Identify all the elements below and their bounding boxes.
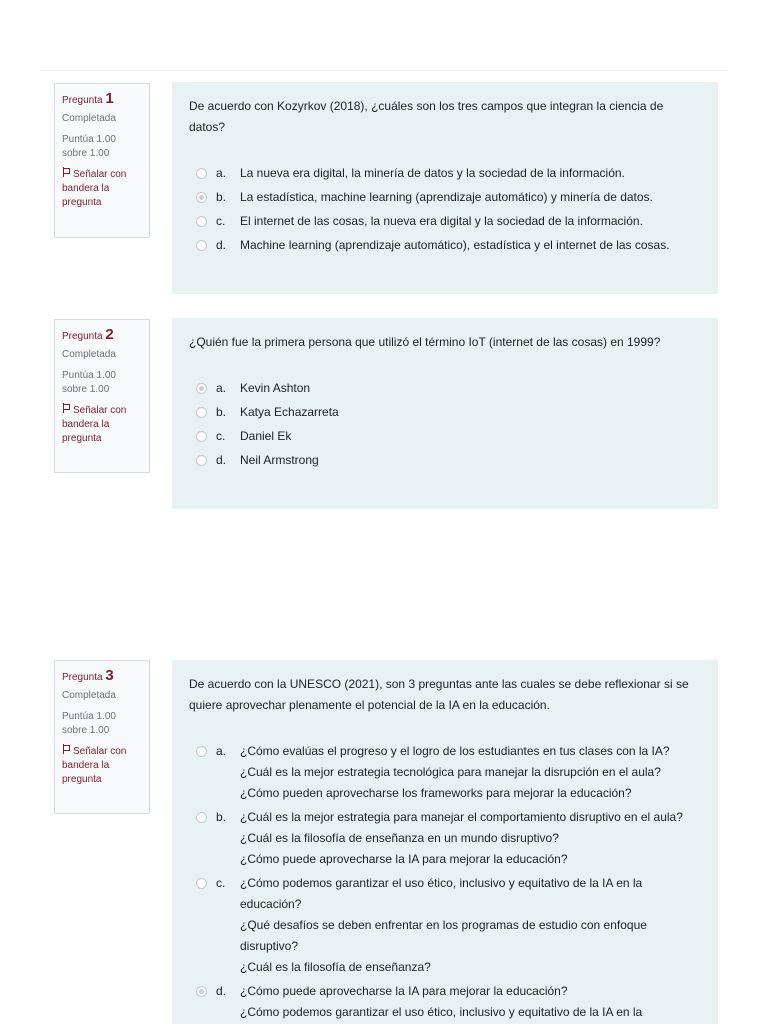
question-3-answers (189, 741, 700, 1023)
question-2-answers (189, 378, 700, 471)
answer-option[interactable]: b. Katya Echazarreta (189, 402, 700, 423)
answer-text: ¿Cuál es la mejor estrategia para manejar el comportamiento disruptivo en el aula? ¿Cuál es la filosofía de enseñanza en un mundo disruptivo? ¿Cómo puede aprovecharse la IA para mejorar la educación? (240, 810, 683, 866)
question-2-info (54, 319, 150, 473)
answer-option[interactable]: c. ¿Cómo podemos garantizar el uso ético, inclusivo y equitativo de la IA en la educación? ¿Qué desafíos se deben enfrentar en los programas de estudio con enfoque disruptivo? ¿Cuál es la filosofía de enseñanza? (189, 873, 700, 978)
question-1-flag-button[interactable]: Señalar con bandera la pregunta (62, 169, 127, 208)
answer-option[interactable]: a. Kevin Ashton (189, 378, 700, 399)
question-3-flag-button[interactable]: Señalar con bandera la pregunta (62, 746, 127, 785)
flag-icon (62, 744, 70, 754)
answer-option[interactable]: b. La estadística, machine learning (aprendizaje automático) y minería de datos. (189, 187, 700, 208)
radio-button[interactable] (196, 240, 207, 251)
question-3-content (172, 660, 718, 1024)
question-3-number: Pregunta 3 (62, 667, 114, 684)
answer-option[interactable]: a. La nueva era digital, la minería de datos y la sociedad de la información. (189, 163, 700, 184)
radio-button-checked[interactable] (196, 192, 207, 203)
question-1-answers (189, 163, 700, 256)
flag-icon (62, 167, 70, 177)
question-1-info (54, 83, 150, 238)
radio-button-checked[interactable] (196, 383, 207, 394)
question-3-state: Completada (62, 690, 116, 701)
answer-option[interactable]: b. ¿Cuál es la mejor estrategia para manejar el comportamiento disruptivo en el aula? ¿Cuál es la filosofía de enseñanza en un mundo disruptivo? ¿Cómo puede aprovecharse la IA para mejorar la educación? (189, 807, 700, 870)
radio-button[interactable] (196, 878, 207, 889)
radio-button[interactable] (196, 168, 207, 179)
answer-option[interactable]: c. El internet de las cosas, la nueva era digital y la sociedad de la información. (189, 211, 700, 232)
question-1-text: De acuerdo con Kozyrkov (2018), ¿cuáles son los tres campos que integran la ciencia de datos? (189, 99, 664, 134)
radio-button[interactable] (196, 746, 207, 757)
question-1-state: Completada (62, 113, 116, 124)
radio-button-checked[interactable] (196, 986, 207, 997)
page-top-divider (40, 70, 728, 71)
flag-icon (62, 403, 70, 413)
answer-text: ¿Cómo evalúas el progreso y el logro de los estudiantes en tus clases con la IA? ¿Cuál es la mejor estrategia tecnológica para manejar la disrupción en el aula? ¿Cómo pueden aprovecharse los frameworks para mejorar la educación? (240, 744, 670, 800)
question-2-text: ¿Quién fue la primera persona que utilizó el término IoT (internet de las cosas) en 1999? (189, 335, 661, 349)
answer-option[interactable]: a. ¿Cómo evalúas el progreso y el logro de los estudiantes en tus clases con la IA? ¿Cuál es la mejor estrategia tecnológica para manejar la disrupción en el aula? ¿Cómo pueden aprovecharse los frameworks para mejorar la educación? (189, 741, 700, 804)
answer-option[interactable]: d. Machine learning (aprendizaje automático), estadística y el internet de las cosas. (189, 235, 700, 256)
answer-option[interactable]: c. Daniel Ek (189, 426, 700, 447)
question-2-flag-button[interactable]: Señalar con bandera la pregunta (62, 405, 127, 444)
question-2-content (172, 318, 718, 509)
question-1-content (172, 82, 718, 294)
question-3-info (54, 660, 150, 814)
radio-button[interactable] (196, 812, 207, 823)
answer-text: ¿Cómo podemos garantizar el uso ético, inclusivo y equitativo de la IA en la educación? ¿Qué desafíos se deben enfrentar en los programas de estudio con enfoque disruptivo? ¿Cuál es la filosofía de enseñanza? (240, 876, 647, 974)
question-2-number: Pregunta 2 (62, 326, 114, 343)
answer-text: ¿Cómo puede aprovecharse la IA para mejorar la educación? ¿Cómo podemos garantizar el uso ético, inclusivo y equitativo de la IA en la (240, 984, 643, 1019)
radio-button[interactable] (196, 216, 207, 227)
radio-button[interactable] (196, 431, 207, 442)
radio-button[interactable] (196, 455, 207, 466)
question-3-grade: Puntúa 1.00 sobre 1.00 (62, 711, 116, 736)
answer-option[interactable]: d. ¿Cómo puede aprovecharse la IA para mejorar la educación? ¿Cómo podemos garantizar el uso ético, inclusivo y equitativo de la IA en la (189, 981, 700, 1023)
question-1-grade: Puntúa 1.00 sobre 1.00 (62, 134, 116, 159)
answer-option[interactable]: d. Neil Armstrong (189, 450, 700, 471)
question-3-text: De acuerdo con la UNESCO (2021), son 3 preguntas ante las cuales se debe reflexionar si se quiere aprovechar plenamente el potencial de la IA en la educación. (189, 677, 689, 712)
question-1-number: Pregunta 1 (62, 90, 114, 107)
question-2-state: Completada (62, 349, 116, 360)
radio-button[interactable] (196, 407, 207, 418)
question-2-grade: Puntúa 1.00 sobre 1.00 (62, 370, 116, 395)
